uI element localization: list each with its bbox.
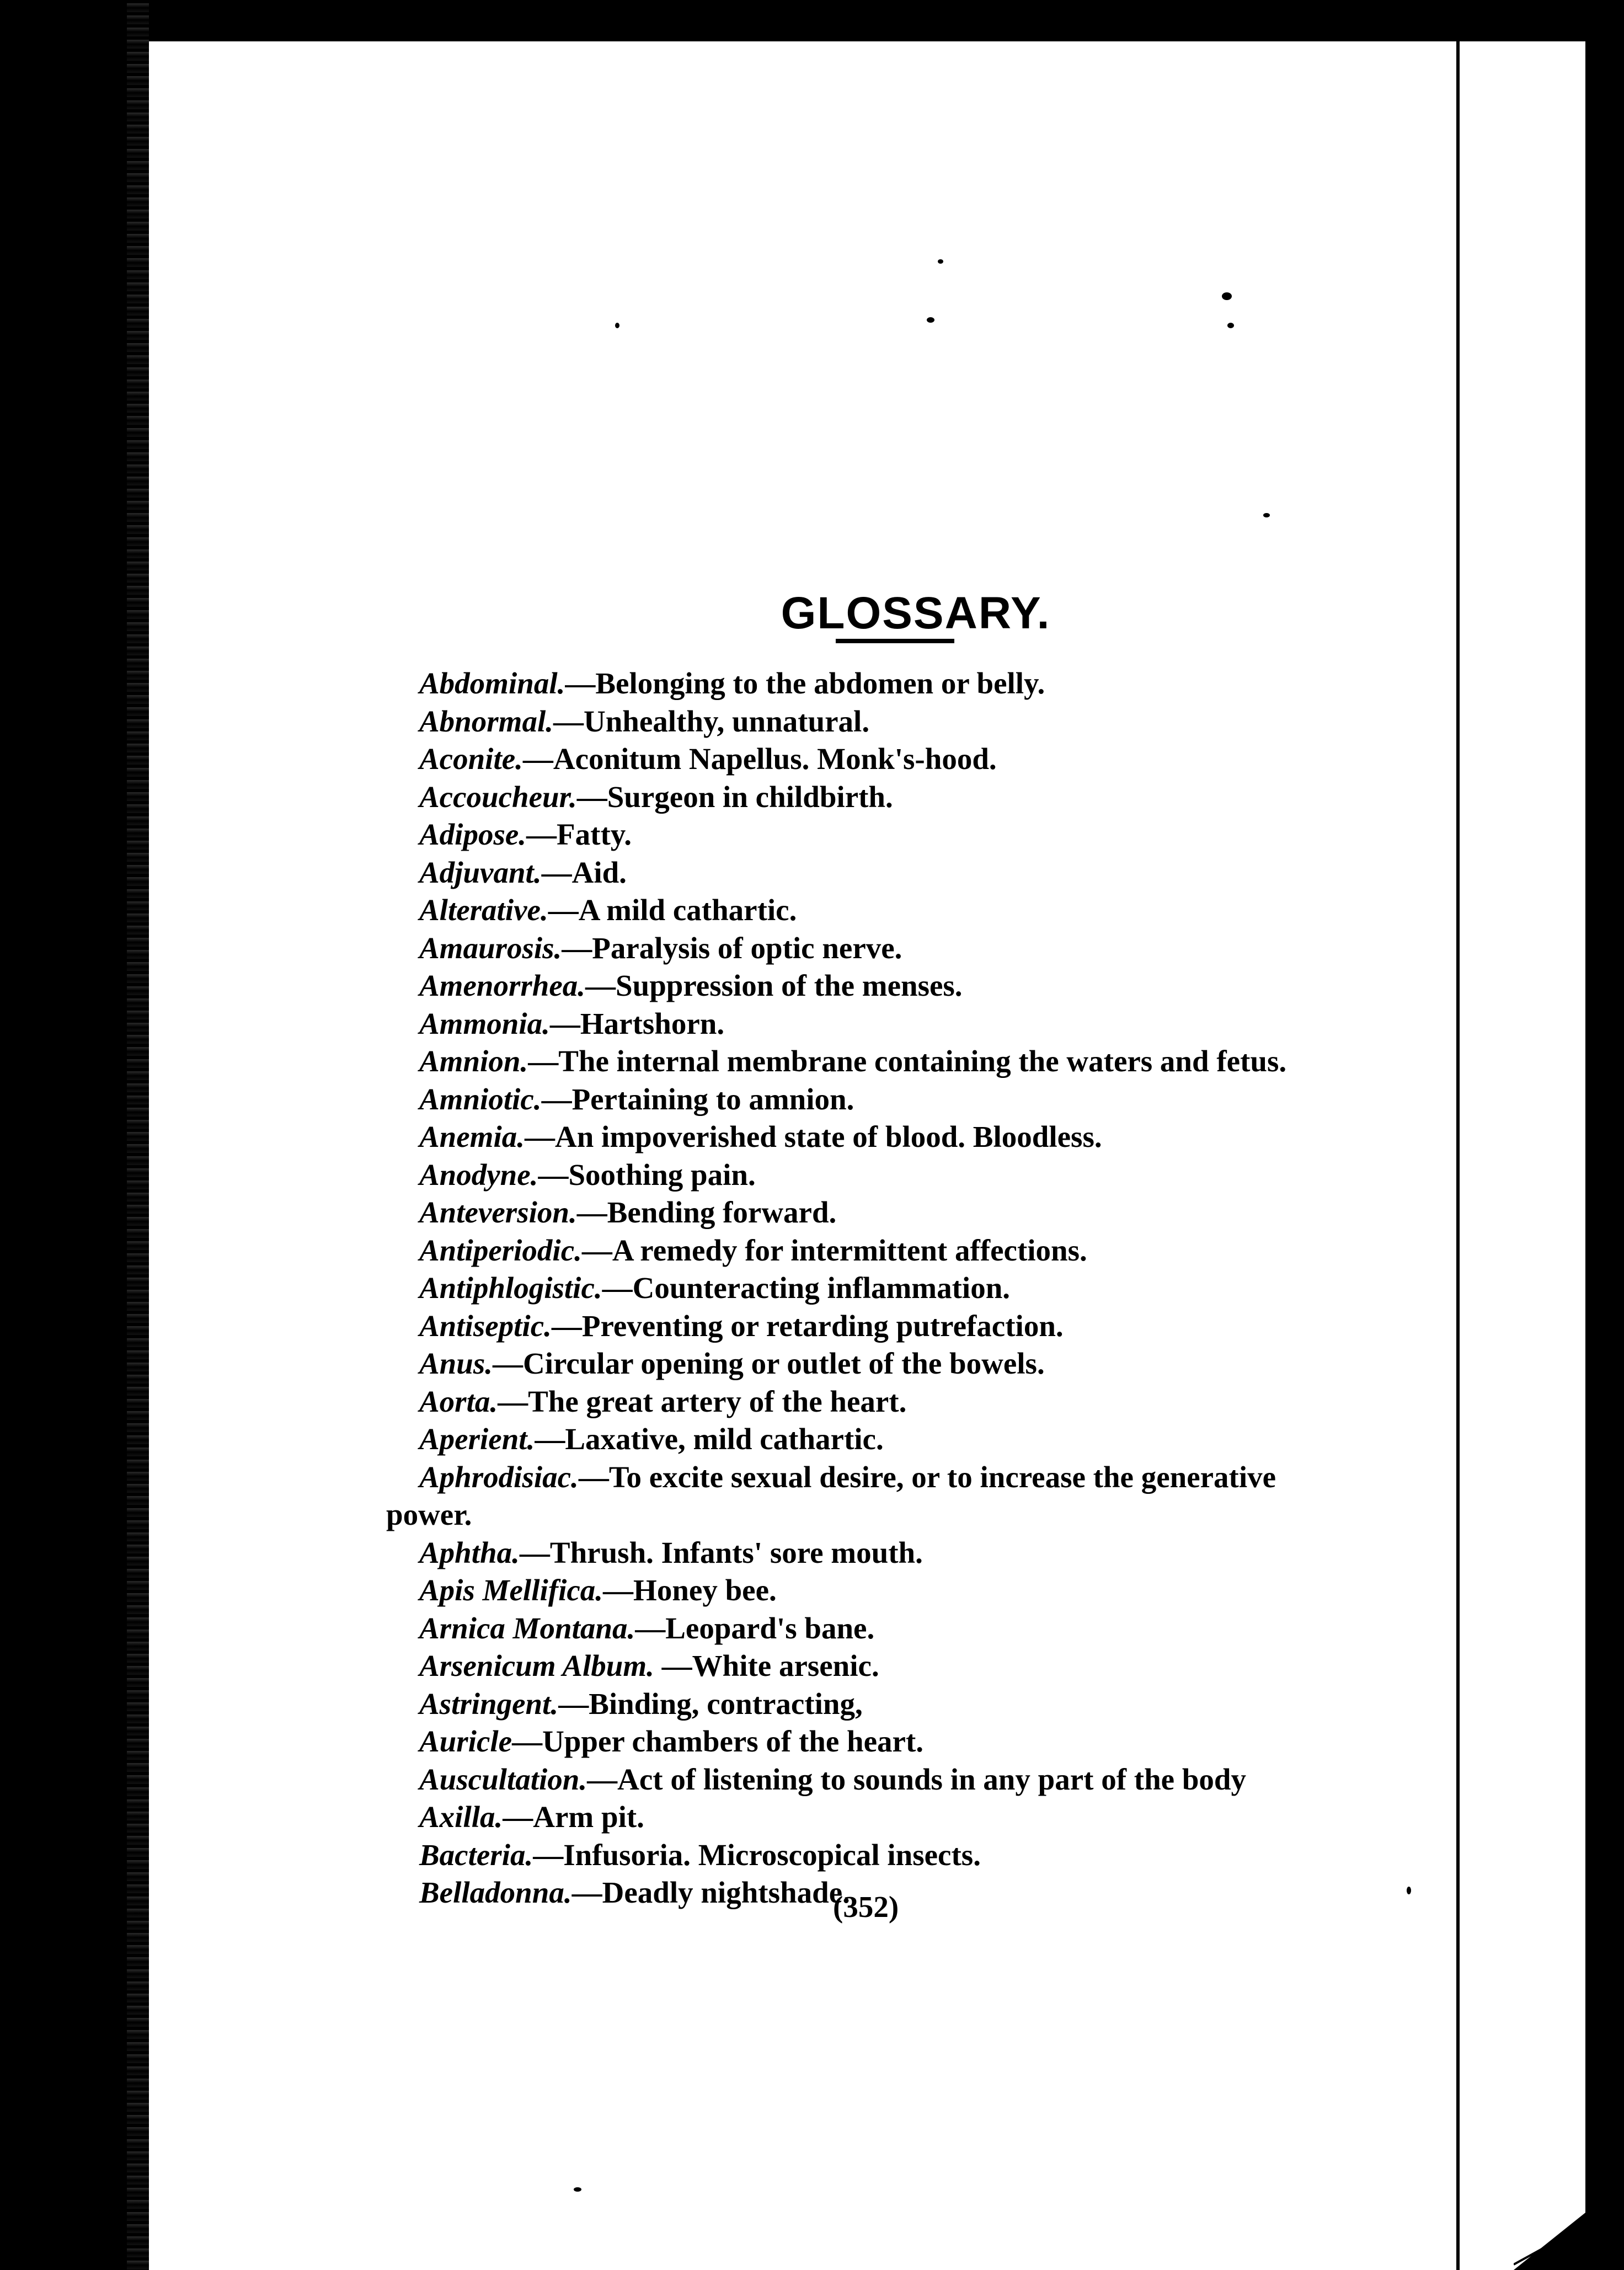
glossary-title: GLOSSARY. bbox=[781, 587, 1051, 638]
scan-speck bbox=[938, 259, 943, 264]
glossary-entry bbox=[419, 1685, 1368, 1723]
entry-definition: —Soothing pain. bbox=[538, 1157, 756, 1192]
page-number: (352) bbox=[833, 1890, 899, 1924]
entry-term: Antiperiodic. bbox=[419, 1233, 582, 1267]
entry-definition: —Binding, contracting, bbox=[558, 1686, 863, 1721]
title-rule bbox=[836, 639, 954, 643]
entry-definition: —Aconitum Napellus. Monk's-hood. bbox=[522, 742, 997, 776]
glossary-entry bbox=[419, 854, 1368, 892]
entry-term: Amnion. bbox=[419, 1044, 528, 1078]
glossary-entry bbox=[419, 1534, 1368, 1572]
entry-definition: —Counteracting inflammation. bbox=[602, 1271, 1011, 1305]
entry-term: Adjuvant. bbox=[419, 855, 542, 889]
glossary-entry bbox=[419, 1345, 1368, 1383]
entry-definition: —Paralysis of optic nerve. bbox=[562, 931, 902, 965]
entry-definition: —The great artery of the heart. bbox=[498, 1384, 907, 1418]
glossary-entry bbox=[419, 1307, 1368, 1345]
glossary-entry bbox=[419, 1420, 1368, 1459]
entry-definition: —Infusoria. Microscopical insects. bbox=[533, 1838, 981, 1872]
entry-definition: —Thrush. Infants' sore mouth. bbox=[519, 1535, 923, 1569]
entry-term: Aconite. bbox=[419, 742, 523, 776]
entry-term: Auricle bbox=[419, 1724, 512, 1758]
entry-definition: —The internal membrane containing the waters and fetus. bbox=[528, 1044, 1287, 1078]
entry-definition: —Pertaining to amnion. bbox=[541, 1082, 854, 1116]
scan-border-top bbox=[0, 0, 1624, 41]
entry-term: Arsenicum Album. bbox=[419, 1649, 654, 1683]
glossary-entry bbox=[419, 1081, 1368, 1119]
entry-definition: —Circular opening or outlet of the bowels. bbox=[493, 1347, 1045, 1380]
entry-term: Antiphlogistic. bbox=[419, 1271, 602, 1305]
glossary-entry bbox=[419, 930, 1368, 968]
entry-term: Amaurosis. bbox=[419, 931, 562, 965]
entry-term: Antiseptic. bbox=[419, 1308, 552, 1343]
entry-term: Axilla. bbox=[419, 1800, 503, 1834]
scan-border-left bbox=[0, 0, 149, 2270]
entry-definition: —An impoverished state of blood. Bloodless. bbox=[525, 1120, 1102, 1153]
entry-term: Accoucheur. bbox=[419, 779, 577, 814]
scan-speck bbox=[1407, 1887, 1411, 1894]
glossary-entry bbox=[419, 1723, 1368, 1761]
glossary-entry bbox=[419, 967, 1368, 1005]
entry-term: Aorta. bbox=[419, 1384, 498, 1418]
entry-term: Ammonia. bbox=[419, 1006, 550, 1040]
entry-term: Abnormal. bbox=[419, 704, 553, 738]
glossary-list bbox=[386, 665, 1368, 1912]
glossary-entry bbox=[419, 1798, 1368, 1836]
entry-term: Aphtha. bbox=[419, 1535, 520, 1569]
entry-term: Anteversion. bbox=[419, 1195, 577, 1229]
entry-definition: —Hartshorn. bbox=[549, 1006, 725, 1040]
scan-speck bbox=[615, 323, 619, 328]
entry-term: Anus. bbox=[419, 1347, 493, 1380]
glossary-entry bbox=[419, 1043, 1368, 1081]
entry-definition: —Upper chambers of the heart. bbox=[512, 1724, 924, 1758]
entry-term: Astringent. bbox=[419, 1686, 559, 1721]
glossary-entry bbox=[419, 1383, 1368, 1421]
scan-speck bbox=[1222, 292, 1232, 300]
entry-definition: —Leopard's bane. bbox=[635, 1611, 875, 1645]
entry-term: Belladonna. bbox=[419, 1876, 572, 1909]
entry-continuation: power. bbox=[386, 1498, 472, 1531]
glossary-entry bbox=[419, 1610, 1368, 1648]
entry-term: Amniotic. bbox=[419, 1082, 542, 1116]
glossary-entry bbox=[419, 1761, 1368, 1799]
scan-speck bbox=[927, 317, 934, 323]
entry-definition: —Laxative, mild cathartic. bbox=[535, 1422, 884, 1456]
glossary-entry bbox=[419, 1005, 1368, 1043]
entry-definition: —Suppression of the menses. bbox=[585, 969, 963, 1002]
glossary-entry bbox=[419, 891, 1368, 930]
entry-definition: —Aid. bbox=[541, 855, 627, 889]
entry-definition: —Belonging to the abdomen or belly. bbox=[565, 666, 1045, 700]
glossary-entry bbox=[419, 1194, 1368, 1232]
glossary-entry bbox=[419, 816, 1368, 854]
entry-term: Auscultation. bbox=[419, 1762, 587, 1796]
entry-term: Amenorrhea. bbox=[419, 969, 586, 1002]
glossary-entry bbox=[419, 703, 1368, 741]
entry-definition: —Fatty. bbox=[526, 818, 632, 851]
glossary-entry bbox=[419, 1647, 1368, 1685]
glossary-entry bbox=[419, 1156, 1368, 1194]
scan-speck bbox=[1227, 323, 1234, 328]
scan-speck bbox=[574, 2187, 581, 2192]
entry-term: Arnica Montana. bbox=[419, 1611, 635, 1645]
entry-definition: —Bending forward. bbox=[576, 1195, 837, 1229]
glossary-entry bbox=[419, 1118, 1368, 1156]
entry-definition: —Honey bee. bbox=[603, 1573, 777, 1607]
entry-term: Abdominal. bbox=[419, 666, 565, 700]
entry-term: Bacteria. bbox=[419, 1838, 533, 1872]
entry-term: Adipose. bbox=[419, 818, 527, 851]
entry-definition: —Deadly nightshade. bbox=[571, 1876, 850, 1909]
entry-term: Aperient. bbox=[419, 1422, 535, 1456]
scan-speck bbox=[1263, 513, 1270, 517]
page-fold-line bbox=[1456, 0, 1460, 2270]
page-corner-curl bbox=[1514, 2182, 1624, 2270]
entry-definition: —Surgeon in childbirth. bbox=[576, 779, 893, 814]
entry-definition: —White arsenic. bbox=[654, 1649, 879, 1683]
entry-term: Apis Mellifica. bbox=[419, 1573, 603, 1607]
glossary-entry bbox=[419, 1232, 1368, 1270]
entry-term: Alterative. bbox=[419, 893, 548, 927]
glossary-entry bbox=[419, 778, 1368, 816]
glossary-entry bbox=[419, 1836, 1368, 1874]
glossary-entry bbox=[419, 1459, 1368, 1497]
glossary-entry bbox=[419, 665, 1368, 703]
entry-definition: —To excite sexual desire, or to increase the generative bbox=[578, 1460, 1276, 1494]
entry-term: Anodyne. bbox=[419, 1157, 538, 1192]
entry-definition: —A remedy for intermittent affections. bbox=[581, 1233, 1087, 1267]
entry-definition: —Act of listening to sounds in any part of the body bbox=[587, 1762, 1247, 1796]
scan-border-right bbox=[1585, 0, 1624, 2270]
entry-definition: —A mild cathartic. bbox=[548, 893, 797, 927]
entry-term: Aphrodisiac. bbox=[419, 1460, 579, 1494]
glossary-entry bbox=[419, 1572, 1368, 1610]
glossary-entry bbox=[419, 1269, 1368, 1307]
entry-term: Anemia. bbox=[419, 1120, 525, 1153]
glossary-entry bbox=[419, 740, 1368, 778]
entry-definition: —Preventing or retarding putrefaction. bbox=[551, 1308, 1064, 1343]
entry-definition: —Arm pit. bbox=[503, 1800, 644, 1834]
entry-definition: —Unhealthy, unnatural. bbox=[553, 704, 870, 738]
